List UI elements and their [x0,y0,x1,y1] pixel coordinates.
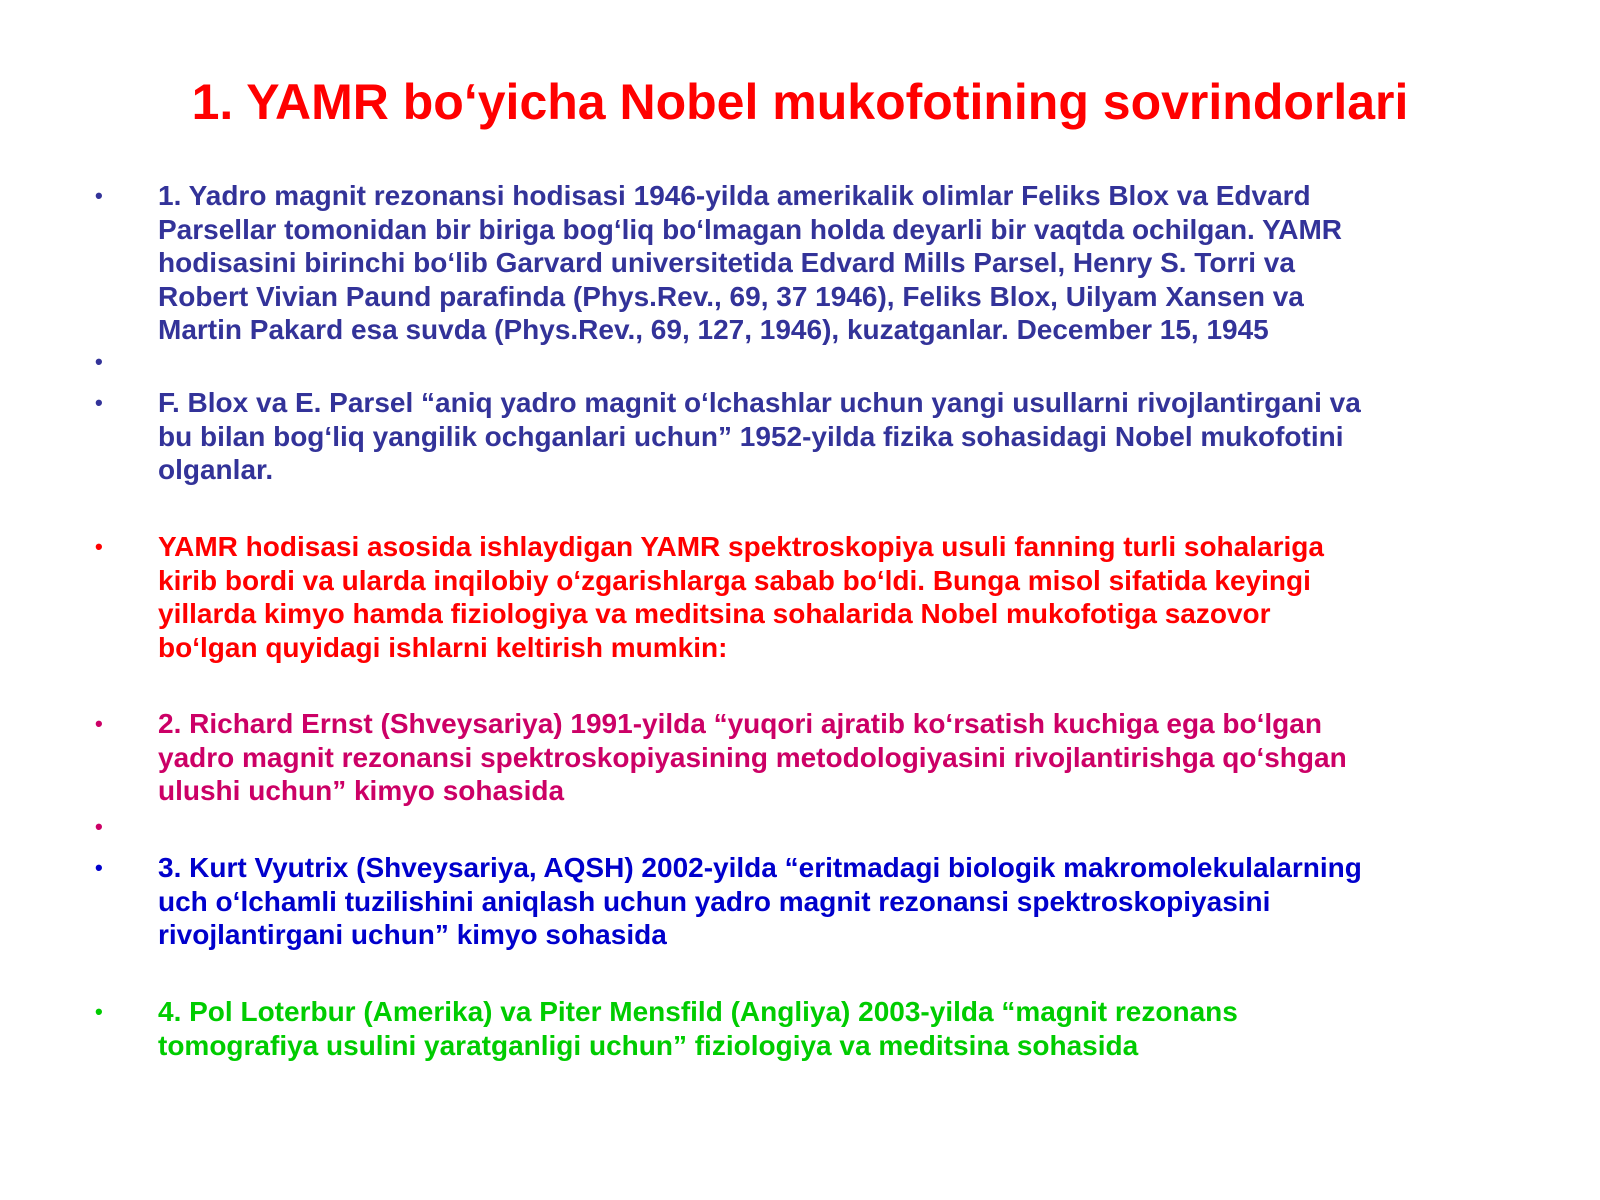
bullet-dot: • [95,534,103,559]
bullet-item-7 [95,851,1515,952]
bullet-dot: • [95,999,103,1024]
bullet-dot: • [95,183,103,208]
bullet-item-8 [95,995,1515,1062]
bullet-item-5 [95,707,1515,808]
bullet-text-discovery: 1. Yadro magnit rezonansi hodisasi 1946-yilda amerikalik olimlar Feliks Blox va Edvard Parsellar tomonidan bir biriga bog‘liq bo‘lmagan holda deyarli bir vaqtda ochilgan. YAMR hodisasini birinchi bo‘lib Garvard universitetida Edvard Mills Parsel, Henry S. Torri va Robert Vivian Paund parafinda (Phys.Rev., 69, 37 1946), Feliks Blox, Uilyam Xansen va Martin Pakard esa suvda (Phys.Rev., 69, 127, 1946), kuzatganlar. December 15, 1945 [158,180,1342,345]
bullet-dot: • [95,711,103,736]
bullet-dot: • [95,814,103,839]
slide-title: 1. YAMR bo‘yicha Nobel mukofotining sovrindorlari [191,74,1409,130]
bullet-item-3 [95,386,1515,487]
bullet-text-ernst: 2. Richard Ernst (Shveysariya) 1991-yilda “yuqori ajratib ko‘rsatish kuchiga ega bo‘lgan yadro magnit rezonansi spektroskopiyasining metodologiyasini rivojlantirishga qo‘shgan ulushi uchun” kimyo sohasida [158,708,1347,806]
bullet-text-spectroscopy: YAMR hodisasi asosida ishlaydigan YAMR spektroskopiya usuli fanning turli sohalariga kirib bordi va ularda inqilobiy o‘zgarishlarga sabab bo‘ldi. Bunga misol sifatida keyingi yillarda kimyo hamda fiziologiya va meditsina sohalarida Nobel mukofotiga sazovor bo‘lgan quyidagi ishlarni keltirish mumkin: [158,531,1324,663]
bullet-dot: • [95,855,103,880]
bullet-text-wuthrich: 3. Kurt Vyutrix (Shveysariya, AQSH) 2002-yilda “eritmadagi biologik makromolekulalarning uch o‘lchamli tuzilishini aniqlash uchun yadro magnit rezonansi spektroskopiyasini rivojlantirgani uchun” kimyo sohasida [158,852,1362,950]
bullet-text-1952-prize: F. Blox va E. Parsel “aniq yadro magnit o‘lchashlar uchun yangi usullarni rivojlantirgani va bu bilan bog‘liq yangilik ochganlari uchun” 1952-yilda fizika sohasidagi Nobel mukofotini olganlar. [158,387,1361,485]
bullet-text-lauterbur-mansfield: 4. Pol Loterbur (Amerika) va Piter Mensfild (Angliya) 2003-yilda “magnit rezonans tomografiya usulini yaratganligi uchun” fiziologiya va meditsina sohasida [158,996,1238,1061]
bullet-item-4 [95,530,1515,664]
bullet-dot: • [95,390,103,415]
bullet-item-1 [95,179,1515,347]
bullet-dot: • [95,349,103,374]
